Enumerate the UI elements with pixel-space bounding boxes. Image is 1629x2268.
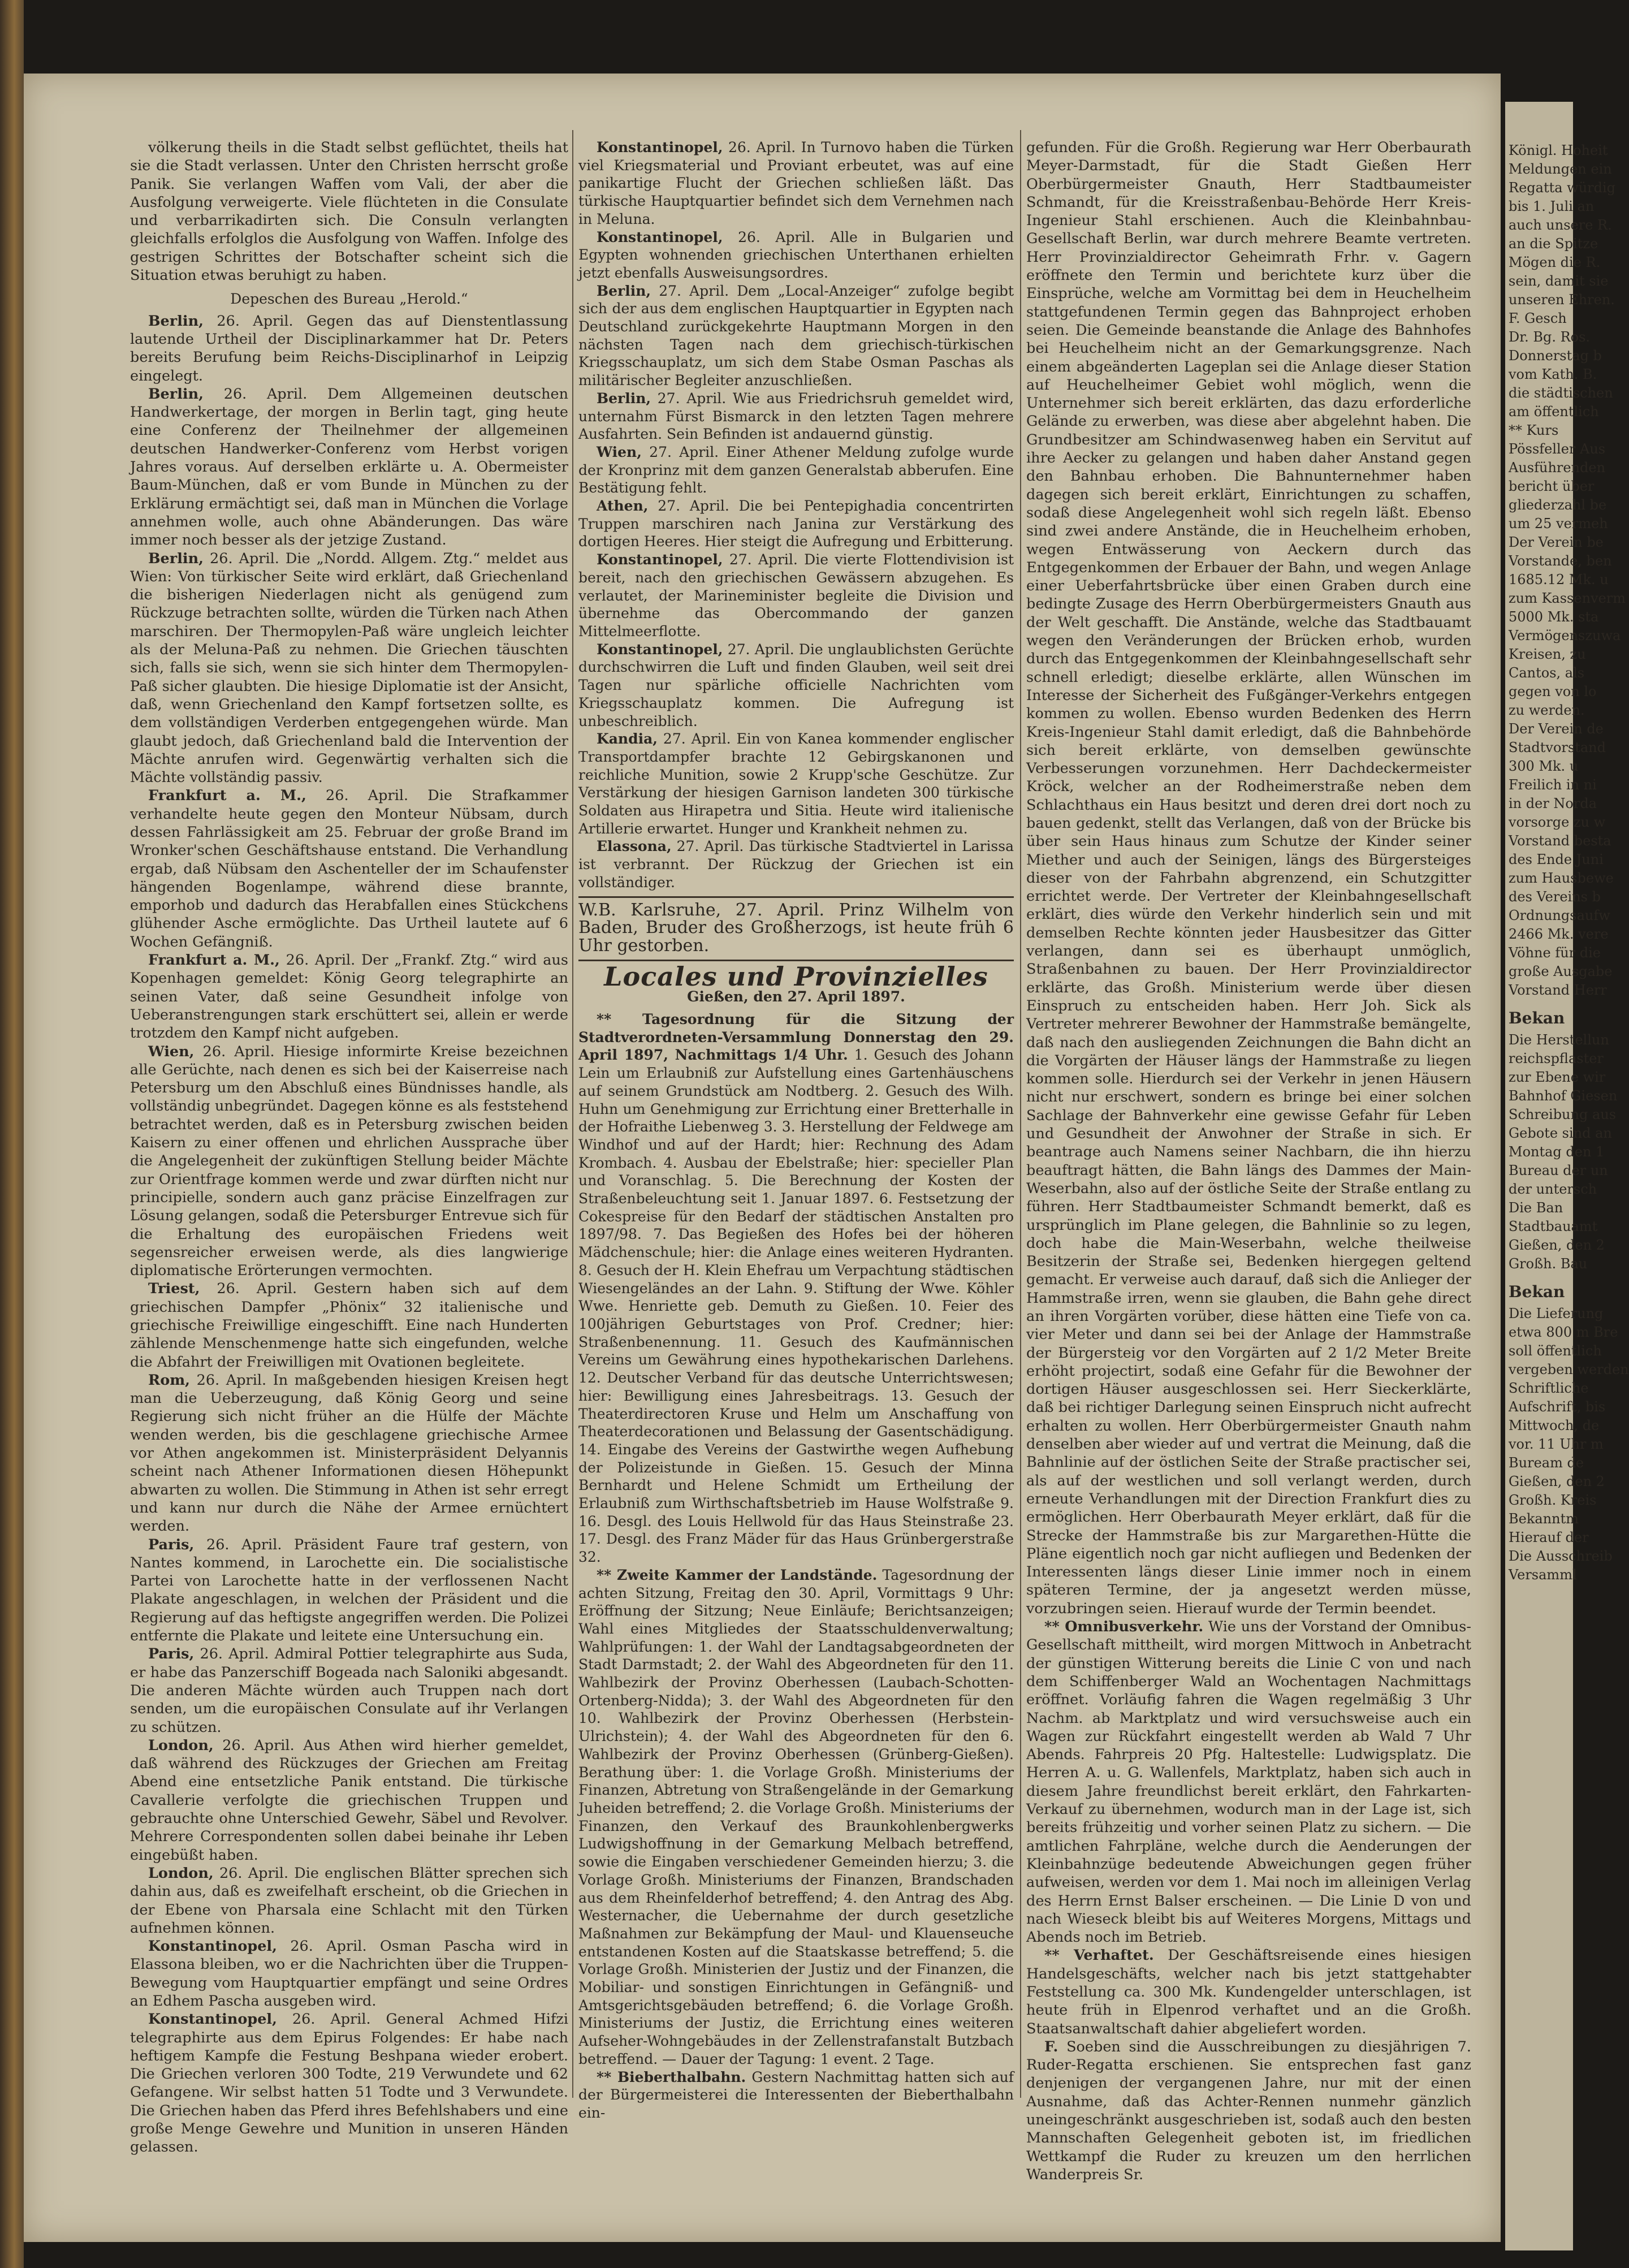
dispatch-text: 26. April. Hiesige informirte Kreise bezeichnen alle Gerüchte, nach denen es sich bei der Kaiserreise nach Petersburg um den Abschluß eines Bündnisses handle, als vollständig unbegründet. Dagegen könne es als feststehend betrachtet werden, daß es in Petersburg zwischen beiden Kaisern zu einer offenen und ehrlichen Aussprache über die Angelegenheit der zukünftigen Stellung beider Mächte zur Orientfrage kommen werde und zwar dürften nicht nur principielle, sondern auch ganz präcise Einzelfragen zur Lösung gelangen, sodaß die Petersburger Entrevue sich für die Erhaltung des europäischen Friedens weit segensreicher erweisen werde, als dies langwierige diplomatische Erörterungen vermochten. (130, 1043, 569, 1280)
dispatch-text: 26. April. In maßgebenden hiesigen Kreisen hegt man die Ueberzeugung, daß König Georg und seine Regierung sich nicht früher an die Hülfe der Mächte wenden werden, bis die geschlagene griechische Armee vor Athen angekommen ist. Ministerpräsident Delyannis scheint nach Athener Informationen diesen Höhepunkt abwarten zu wollen. Die Stimmung in Athen ist sehr erregt und kann nur durch die Nähe der Armee ernüchtert werden. (130, 1371, 568, 1535)
fragment-line: Dr. Bg. Ros. (1509, 329, 1591, 345)
local-item (1026, 2038, 1471, 2184)
dispatch-place: Berlin, (148, 385, 204, 403)
article-continuation: gefunden. Für die Großh. Regierung war Herr Oberbaurath Meyer-Darmstadt, für die Stadt Gießen Herr Oberbürgermeister Gnauth, Herr Stadtbaumeister Schmandt, für die Kreisstraßenbau-Behörde Herr Kreis-Ingenieur Stahl erschienen. Auch die Kleinbahnbau-Gesellschaft Berlin, war durch mehrere Beamte vertreten. Herr Provinzialdirector Geheimrath Frhr. v. Gagern eröffnete den Termin und berichtete kurz über die Einsprüche, welche am Vormittag bei dem in Heuchelheim stattgefundenen Termin gegen das Bahnproject erhoben seien. Die Gemeinde beanstande die Anlage des Bahnhofes bei Heuchelheim nicht an der Gemarkungsgrenze. Nach einem abgeänderten Lageplan sei die Anlage dieser Station auf Heuchelheimer Gebiet wohl möglich, wenn die Unternehmer sich bereit erklärten, das dazu erforderliche Gelände zu erwerben, was diese aber abgelehnt haben. Die Grundbesitzer am Schindwasenweg haben ein Servitut auf ihre Aecker zu gelangen und haben daher Anstand gegen den Bahnbau erhoben. Die Bahnunternehmer haben dagegen sich bereit erklärt, Einrichtungen zu schaffen, sodaß diese Angelegenheit wohl sich regeln läßt. Ebenso sind zwei andere Anstände, die in Heuchelheim erhoben, wegen Entwässerung von Aeckern durch das Entgegenkommen der Erbauer der Bahn, und wegen Anlage einer Ueberfahrtsbrücke über einen Graben durch eine bedingte Zusage des Herrn Oberbürgermeisters Gnauth aus der Welt geschafft. Die Anstände, welche das Stadtbauamt wegen den Veränderungen der Brücken erhob, wurden durch das Entgegenkommen der Kleinbahngesellschaft sehr schnell erledigt; dieselbe erklärte, allen Wünschen im Interesse der Sicherheit des Fußgänger-Verkehrs entgegen kommen zu wollen. Ebenso wurden Bedenken des Herrn Kreis-Ingenieur Stahl damit erledigt, daß die Bahnbehörde sich bereit erklärte, von demselben gewünschte Verbesserungen vorzunehmen. Herr Dachdeckermeister Kröck, welcher an der Rodheimerstraße neben dem Schlachthaus ein Haus besitzt und deren drei dort noch zu bauen gedenkt, stellt das Verlangen, daß von der Brücke bis über sein Haus hinaus zum Schutze der Kinder seiner Miether und auch der Seinigen, längs des Bürgersteiges dieser von der Fahrbahn abgrenzend, ein Schutzgitter errichtet werde. Der Vertreter der Kleinbahngesellschaft erklärt, dies würde den Verkehr hinderlich sein und mit demselben Rechte könnten jeder Hausbesitzer das Gitter verlangen, dann sei es überhaupt unmöglich, Straßenbahnen zu bauen. Der Herr Provinzialdirector erklärte, das Großh. Ministerium werde über diesen Einspruch zu entscheiden haben. Herr Joh. Sick als Vertreter mehrerer Bewohner der Hammstraße bemängelte, daß nach den ausliegenden Zeichnungen die Bahn dicht an die Vorgärten der Häuser längs der Hammstraße zu liegen kommen solle. Hierdurch sei der Verkehr in jenen Häusern nicht nur erschwert, sondern es bringe bei einer solchen Sachlage der Bahnverkehr eine gewisse Gefahr für Leben und Gesundheit der Anwohner der Straße in sich. Er beantrage auch Namens seiner Nachbarn, die ihn hierzu beauftragt hätten, die Bahn längs des Dammes der Main-Weserbahn, also auf der östliche Seite der Straße entlang zu führen. Herr Stadtbaumeister Schmandt bemerkt, daß es ursprünglich im Plane gelegen, die Bahnlinie so zu legen, doch habe die Main-Weserbahn, welche theilweise Besitzerin der Straße sei, Bedenken hiergegen geltend gemacht. Er verweise auch darauf, daß sich die Anlieger der Hammstraße irren, wenn sie glauben, die Bahn gehe direct an ihren Vorgärten vorüber, diese hätten eine Tiefe von ca. vier Meter und dann sei bei der Anlage der Hammstraße der Bürgersteig vor den Vorgärten auf 2 1/2 Meter Breite erhöht projectirt, sodaß eine Gefahr für die Bewohner der dortigen Häuser ausgeschlossen sei. Herr Sieckerklärte, daß bei richtiger Darlegung seinen Einspruch nicht aufrecht erhalten zu wollen. Herr Oberbürgermeister Gnauth nahm denselben aber wieder auf und vertrat die Meinung, daß die Bahnlinie auf der östlichen Seite der Straße practischer sei, als auf der westlichen und soll verlangt werden, durch erneute Verhandlungen mit der Direction Frankfurt dies zu ermöglichen. Herr Oberbaurath Meyer erklärt, daß für die Strecke der Hammstraße bis zur Margarethen-Hütte die Pläne eigentlich noch gar nicht aufliegen und Bedenken der Interessenten längs dieser Linie immer noch in einem späteren Termine, der ja angesetzt werden müsse, vorzubringen seien. Hierauf wurde der Termin beendet. (1026, 139, 1471, 1617)
dispatch-place: Frankfurt a. M., (148, 952, 280, 969)
local-item-heading: ** Verhaftet. (1044, 1947, 1154, 1964)
fragment-line: unseren Ehren. (1509, 292, 1615, 308)
fragment-line: sein, damit sie (1509, 273, 1609, 289)
column-3 (1026, 139, 1471, 2184)
dispatch-item (578, 139, 1014, 228)
dateline: Gießen, den 27. April 1897. (687, 988, 905, 1005)
dispatch-text: 27. April. Einer Athener Meldung zufolge wurde der Kronprinz mit dem ganzen Generalstab abberufen. Eine Bestätigung fehlt. (578, 443, 1014, 496)
dispatch-text: 26. April. Die Strafkammer verhandelte heute gegen den Monteur Nübsam, durch dessen Fahrlässigkeit am 25. Februar der große Brand im Wronker'schen Geschäftshause entstand. Die Verhandlung ergab, daß Nübsam den Aschenteller der im Schaufenster hängenden Bogenlampe, während diese brannte, emporhob und dadurch das Herabfallen eines Stückchens glühender Asche ermöglichte. Das Urtheil lautete auf 6 Wochen Gefängniß. (130, 787, 569, 951)
fragment-line: bis 1. Juli an (1509, 198, 1595, 214)
fragment-line: Aufschrift, bis (1509, 1399, 1606, 1415)
dispatch-item (578, 228, 1014, 282)
fragment-line: gliederzahl be (1509, 497, 1607, 513)
dispatch-item (130, 550, 568, 787)
fragment-line: Meldungen ein (1509, 161, 1612, 177)
fragment-line: Die Ausschreib (1509, 1548, 1613, 1564)
dispatch-text: 26. April. Dem Allgemeinen deutschen Handwerkertage, der morgen in Berlin tagt, ging heute eine Conferenz der Theilnehmer der allgemeinen deutschen Handwerker-Conferenz vom Herbst vorigen Jahres voraus. Auf derselben erklärte u. A. Obermeister Baum-München, daß er vom Bunde in München zu der Erklärung ermächtigt sei, daß man in München die Vorlage annehmen wolle, auch ohne Abänderungen. Das wäre immer noch besser als der jetzige Zustand. (130, 385, 568, 549)
dispatch-text: 26. April. Osman Pascha wird in Elassona bleiben, wo er die Nachrichten über die Truppen-Bewegung vom Hauptquartier empfängt und seine Ordres an Edhem Pascha ausgeben wird. (130, 1938, 568, 2010)
fragment-line: Schreibung aus (1509, 1107, 1617, 1122)
column-rule (572, 130, 573, 2098)
fragment-line: Großh. Bau (1509, 1256, 1588, 1272)
fragment-line: die städtischen (1509, 385, 1613, 401)
dispatch-item (130, 312, 568, 385)
fragment-line: vor. 11 Uhr m (1509, 1436, 1604, 1452)
dispatch-item (578, 551, 1014, 641)
dispatch-item (578, 837, 1014, 891)
fragment-line: Kreisen, zu (1509, 646, 1586, 662)
dispatch-place: Frankfurt a. M., (148, 787, 306, 805)
fragment-heading: Bekan (1509, 1282, 1565, 1301)
fragment-line: Die Lieferung (1509, 1306, 1604, 1321)
local-item (578, 2068, 1014, 2122)
adjacent-page-text (1509, 141, 1629, 1584)
dispatch-place: Paris, (148, 1645, 195, 1663)
book-binding-edge (0, 0, 24, 2268)
local-item-text: 1. Gesuch des Johann Lein um Erlaubniß zur Aufstellung eines Gartenhäuschens auf seinem Grundstück am Nodtberg. 2. Gesuch des Wilh. Huhn um Genehmigung zur Errichtung einer Bretterhalle in der Hofraithe Liebenweg 3. 3. Herstellung der Feldwege am Windhof und auf der Hardt; hier: Rechnung des Adam Krombach. 4. Ausbau der Ebelstraße; hier: specieller Plan und Voranschlag. 5. Die Berechnung der Kosten der Straßenbeleuchtung seit 1. Januar 1897. 6. Festsetzung der Cokespreise für den Bedarf der städtischen Anstalten pro 1897/98. 7. Das Begießen des Hofes bei der höheren Mädchenschule; hier: die Anlage eines weiteren Hydranten. 8. Gesuch der H. Klein Ehefrau um Verpachtung städtischen Wiesengeländes an der Lahn. 9. Stiftung der Wwe. Köhler Wwe. Henriette geb. Demuth zu Gießen. 10. Feier des 100jährigen Geburtstages von Prof. Credner; hier: Straßenbenennung. 11. Gesuch des Kaufmännischen Vereins um Gewährung eines hypothekarischen Darlehens. 12. Deutscher Verband für das deutsche Unterrichtswesen; hier: Bewilligung eines Jahresbeitrags. 13. Gesuch der Theaterdirectoren Kruse und Helm um Anschaffung von Theaterdecorationen und Belassung der Gasentschädigung. 14. Eingabe des Vereins der Gastwirthe wegen Aufhebung der Polizeistunde in Gießen. 15. Gesuch der Minna Bernhardt und Helene Schmidt um Ertheilung der Erlaubniß zum Wirthschaftsbetrieb im Hause Wolfstraße 9. 16. Desgl. des Louis Hellwold für das Haus Steinstraße 23. 17. Desgl. des Franz Mäder für das Haus Grünbergerstraße 32. (578, 1047, 1014, 1566)
dispatch-item (130, 1536, 568, 1645)
fragment-line: Vorstand Herr (1509, 982, 1607, 998)
dispatch-text: 26. April. In Turnovo haben die Türken viel Kriegsmaterial und Proviant erbeutet, was auf eine panikartige Flucht der Griechen schließen läßt. Das türkische Hauptquartier befindet sich dem Vernehmen nach in Meluna. (578, 139, 1014, 227)
fragment-line: Gießen, den 2 (1509, 1474, 1605, 1489)
fragment-line: vergeben werden (1509, 1362, 1629, 1377)
fragment-line: auch unsere R. (1509, 217, 1612, 233)
fragment-line: Regatta würdig (1509, 180, 1616, 196)
dispatch-place: Triest, (148, 1280, 200, 1298)
article-continuation: völkerung theils in die Stadt selbst geflüchtet, theils hat sie die Stadt verlassen. Unter den Christen herrscht große Panik. Sie verlangen Waffen vom Vali, der aber die Ausfolgung verweigerte. Viele flüchteten in die Consulate und verbarrikadirten sich. Die Consuln verlangten gleichfalls erfolglos die Ausfolgung von Waffen. Infolge des gestrigen Schrittes der Botschafter scheint sich die Situation etwas beruhigt zu haben. (130, 139, 568, 284)
local-item-text: Gestern Nachmittag hatten sich auf der Bürgermeisterei die Interessenten der Bieberthalbahn ein- (578, 2068, 1014, 2121)
dispatch-text: 27. April. Wie aus Friedrichsruh gemeldet wird, unternahm Fürst Bismarck in den letzten Tagen mehrere Ausfahrten. Sein Befinden ist andauernd günstig. (578, 390, 1014, 443)
fragment-line: Vermögenszuwa (1509, 628, 1621, 643)
local-item-heading: ** Omnibusverkehr. (1044, 1618, 1204, 1636)
dispatch-item (130, 1043, 568, 1280)
fragment-line: Die Ban (1509, 1200, 1563, 1216)
dispatch-place: Paris, (148, 1536, 195, 1553)
fragment-block (1509, 1031, 1618, 1273)
dispatch-place: London, (148, 1864, 214, 1882)
dispatch-text: 27. April. Dem „Local-Anzeiger“ zufolge begibt sich der aus dem englischen Hauptquartier in Egypten nach Deutschland zurückgekehrte Hauptmann Morgen in den nächsten Tagen nach dem griechisch-türkischen Kriegsschauplatz, um sich dem Stabe Osman Paschas als militärischer Begleiter anzuschließen. (578, 282, 1014, 389)
dispatch-place: Berlin, (148, 550, 204, 567)
dispatch-place: Wien, (148, 1043, 195, 1060)
dispatch-place: Berlin, (597, 390, 651, 407)
fragment-line: Der Verein de (1509, 721, 1604, 737)
fragment-block (1509, 1304, 1629, 1584)
dispatch-item (130, 1736, 568, 1864)
dispatch-item (130, 787, 568, 951)
dispatch-place: Elassona, (597, 838, 672, 855)
dispatch-text: 26. April. Gestern haben sich auf dem griechischen Dampfer „Phönix“ 32 italienische und griechische Freiwillige eingeschifft. Eine nach Hunderten zählende Menschenmenge hatte sich eingefunden, welche die Abfahrt der Freiwilligen mit Ovationen begleitete. (130, 1280, 568, 1371)
fragment-line: der untersch (1509, 1181, 1597, 1197)
dispatch-text: 27. April. Ein von Kanea kommender englischer Transportdampfer brachte 12 Gebirgskanonen und reichliche Munition, sowie 2 Krupp'sche Geschütze. Zur Verstärkung der hiesigen Garnison landeten 300 türkische Soldaten aus Hirapetra und Sitia. Heute wird italienische Artillerie erwartet. Hunger und Krankheit nehmen zu. (578, 731, 1014, 837)
depeschen-heading: Depeschen des Bureau „Herold.“ (230, 291, 468, 308)
dispatch-place: Kandia, (597, 731, 658, 748)
dispatch-item (130, 1645, 568, 1736)
dispatch-text: 26. April. Die „Nordd. Allgem. Ztg.“ meldet aus Wien: Von türkischer Seite wird erklärt, daß Griechenland die bisherigen Niederlagen nicht als genügend zum Rückzuge betrachten sollte, würden die Türken nach Athen marschiren. Der Thermopylen-Paß wäre ungleich leichter als der Meluna-Paß zu nehmen. Die Griechen täuschten sich, falls sie sich, wenn sie sich hinter dem Thermopylen-Paß sicher glaubten. Die hiesige Diplomatie ist der Ansicht, daß, wenn Griechenland den Kampf fortsetzen sollte, es dem vollständigen Verderben entgegengehen würde. Man glaubt jedoch, daß Griechenland bald die Intervention der Mächte anrufen wird. Gegenwärtig verhalten sich die Mächte vollständig passiv. (130, 550, 569, 787)
fragment-line: um 25 vermeh (1509, 516, 1608, 532)
dispatch-place: Wien, (597, 443, 642, 460)
local-item (1026, 1618, 1471, 1946)
fragment-line: Gebote sind an (1509, 1125, 1612, 1141)
dispatch-text: 26. April. Die englischen Blätter sprechen sich dahin aus, daß es zweifelhaft erscheint, ob die Griechen in der Ebene von Pharsala eine Schlacht mit den Türken aufnehmen können. (130, 1864, 569, 1937)
fragment-line: 2466 Mk. vere (1509, 926, 1609, 942)
fragment-line: Mögen die R. (1509, 254, 1601, 270)
dispatch-place: Konstantinopel, (148, 1938, 277, 1955)
local-item (578, 1566, 1014, 2068)
dispatch-place: Berlin, (148, 312, 204, 330)
dispatch-text: 26. April. Aus Athen wird hierher gemeldet, daß während des Rückzuges der Griechen am Freitag Abend eine entsetzliche Panik entstand. Die türkische Cavallerie verfolgte die griechischen Truppen und gebrauchte ohne Unterschied Gewehr, Säbel und Revolver. Mehrere Correspondenten sollen dabei beinahe ihr Leben eingebüßt haben. (130, 1736, 569, 1864)
fragment-line: Schriftliche (1509, 1380, 1589, 1396)
fragment-line: Vöhne für die (1509, 945, 1601, 961)
fragment-line: des Vereins b (1509, 889, 1601, 905)
fragment-line: zu werden. (1509, 702, 1585, 718)
fragment-line: zum Hausbewe (1509, 870, 1614, 886)
fragment-heading: Bekan (1509, 1009, 1565, 1027)
dispatch-place: Rom, (148, 1371, 191, 1389)
fragment-line: des Ende Juni (1509, 852, 1604, 867)
fragment-line: Versamml (1509, 1567, 1577, 1583)
dispatch-text: 26. April. Der „Frankf. Ztg.“ wird aus Kopenhagen gemeldet: König Georg telegraphirte an seinen Vater, daß seine Gesundheit infolge von Ueberanstrengungen stark erschüttert sei, allein er werde trotzdem den Kampf nicht aufgeben. (130, 952, 568, 1042)
fragment-line: Cantos, als (1509, 665, 1585, 681)
fragment-line: soll öffentlich (1509, 1343, 1602, 1359)
local-item-heading: ** Bieberthalbahn. (597, 2068, 746, 2085)
fragment-line: Bahnhof Giesen (1509, 1088, 1618, 1104)
dispatch-text: 26. April. Präsident Faure traf gestern, von Nantes kommend, in Larochette ein. Die socialistische Partei von Larochette hatte in der verflossenen Nacht Plakate angeschlagen, in welchen der Präsident und die Regierung auf das heftigste angegriffen werden. Die Polizei entfernte die Plakate und leitete eine Untersuchung ein. (130, 1536, 568, 1645)
dispatch-item (130, 385, 568, 550)
fragment-line: gegen von lo (1509, 684, 1597, 699)
fragment-line: Stadtbauamt (1509, 1219, 1598, 1234)
dispatch-place: Konstantinopel, (597, 139, 723, 155)
fragment-line: an die Spitze (1509, 236, 1598, 252)
dispatch-item (578, 282, 1014, 390)
fragment-line: Vorstande, ben (1509, 553, 1612, 569)
local-item-heading: F. (1044, 2038, 1058, 2055)
dispatch-list (578, 139, 1014, 892)
death-notice: W.B. Karlsruhe, 27. April. Prinz Wilhelm von Baden, Bruder des Großherzogs, ist heute früh 6 Uhr gestorben. (578, 900, 1014, 956)
fragment-line: in der Norda (1509, 796, 1597, 811)
fragment-line: 1685.12 Mk. u (1509, 572, 1609, 587)
dispatch-place: London, (148, 1736, 214, 1754)
fragment-line: Stadtvorstand (1509, 740, 1606, 755)
fragment-line: Bekanntm (1509, 1511, 1579, 1527)
dispatch-text: 26. April. General Achmed Hifzi telegraphirte aus dem Epirus Folgendes: Er habe nach heftigem Kampfe die Festung Beshpana wieder erobert. Die Griechen verloren 300 Todte, 219 Verwundete und 62 Gefangene. Wir selbst hatten 51 Todte und 3 Verwundete. Die Griechen haben das Pferd ihres Befehlshabers und eine große Menge Gewehre und Munition in unseren Händen gelassen. (130, 2011, 568, 2156)
fragment-line: zur Ebene wir (1509, 1069, 1606, 1085)
dispatch-place: Athen, (597, 498, 649, 515)
fragment-line: Ordnungsaufw (1509, 908, 1610, 923)
fragment-line: bericht über (1509, 478, 1595, 494)
local-item-heading: ** Tagesordnung für die Sitzung der Stadtverordneten-Versammlung Donnerstag den 29. April 1897, Nachmittags 1/4 Uhr. (578, 1011, 1014, 1064)
dispatch-item (130, 1371, 568, 1536)
column-2 (578, 139, 1014, 2122)
dispatch-list (130, 312, 568, 2157)
dispatch-item (130, 2010, 568, 2156)
fragment-line: Großh. Kreis (1509, 1492, 1597, 1508)
fragment-line: Der Verein be (1509, 534, 1604, 550)
fragment-line: Bureau der un (1509, 1163, 1608, 1178)
dispatch-item (130, 1280, 568, 1371)
dispatch-text: 27. April. Das türkische Stadtviertel in Larissa ist verbrannt. Der Rückzug der Griechen ist ein vollständiger. (578, 838, 1014, 891)
fragment-line: Mittwoch, de (1509, 1418, 1600, 1433)
fragment-line: Donnerstag b (1509, 348, 1602, 364)
fragment-line: Die Herstellun (1509, 1032, 1609, 1048)
local-item-text: Tagesordnung der achten Sitzung, Freitag den 30. April, Vormittags 9 Uhr: Eröffnung der Sitzung; Neue Einläufe; Berichtsanzeigen; Wahl eines Mitgliedes der Staatsschuldenverwaltung; Wahlprüfungen: 1. der Wahl der Landtagsabgeordneten der Stadt Darmstadt; 2. der Wahl des Abgeordneten für den 11. Wahlbezirk der Provinz Oberhessen (Laubach-Schotten-Ortenberg-Nidda); 3. der Wahl des Abgeordneten für den 10. Wahlbezirk der Provinz Oberhessen (Herbstein-Ulrichstein); 4. der Wahl des Abgeordneten für den 6. Wahlbezirk der Provinz Oberhessen (Grünberg-Gießen). Berathung über: 1. die Vorlage Großh. Ministeriums der Finanzen, Abtretung von Straßengelände in der Gemarkung Juheiden betreffend; 2. die Vorlage Großh. Ministeriums der Finanzen, den Verkauf des Braunkohlenbergwerks Ludwigshoffnung in der Gemarkung Melbach betreffend, sowie die Eingaben verschiedener Gemeinden hierzu; 3. die Vorlage Großh. Ministeriums der Finanzen, Brandschaden aus dem Rheinfelderhof betreffend; 4. den Antrag des Abg. Westernacher, die Uebernahme der durch gesetzliche Maßnahmen zur Bekämpfung der Maul- und Klauenseuche entstandenen Kosten auf die Staatskasse betreffend; 5. die Vorlage Großh. Ministerien der Justiz und der Finanzen, die Mobiliar- und sonstigen Einrichtungen in Gefängniß- und Amtsgerichtsgebäuden betreffend; 6. die Vorlage Großh. Ministeriums der Justiz, die Errichtung eines weiteren Aufseher-Wohngebäudes in der Zellenstrafanstalt Butzbach betreffend. — Dauer der Tagung: 1 event. 2 Tage. (578, 1566, 1014, 2067)
dispatch-item (130, 1937, 568, 2010)
dispatch-item (130, 1864, 568, 1937)
fragment-line: Buream de (1509, 1455, 1584, 1471)
fragment-line: große Ausgabe (1509, 964, 1613, 979)
section-title: Locales und Provinzielles (604, 961, 988, 992)
fragment-line: etwa 800 m Bre (1509, 1324, 1618, 1340)
local-item-heading: ** Zweite Kammer der Landstände. (597, 1566, 878, 1583)
dispatch-text: 26. April. Admiral Pottier telegraphirte aus Suda, er habe das Panzerschiff Bogeada nach Saloniki abgesandt. Die anderen Mächte würden auch Truppen nach dort senden, um die europäischen Consulate auf ihr Verlangen zu schützen. (130, 1645, 569, 1736)
fragment-line: Gießen, den 2 (1509, 1237, 1605, 1253)
fragment-line: Freilich in ni (1509, 777, 1597, 793)
dispatch-place: Konstantinopel, (148, 2011, 277, 2028)
dispatch-item (578, 641, 1014, 731)
local-item-text: Wie uns der Vorstand der Omnibus-Gesellschaft mittheilt, wird morgen Mittwoch in Anbetracht der günstigen Witterung bereits die Linie C von und nach dem Schiffenberger Wald an Wochentagen Nachmittags eröffnet. Vorläufig fahren die Wagen regelmäßig 3 Uhr Nachm. ab Marktplatz und wird versuchsweise auch ein Wagen zur Rückfahrt eingestellt werden ab Wald 7 Uhr Abends. Fahrpreis 20 Pfg. Haltestelle: Ludwigsplatz. Die Herren A. u. G. Wallenfels, Marktplatz, haben sich auch in diesem Jahre freundlichst bereit erklärt, den Fahrkarten-Verkauf zu übernehmen, wodurch man in der Lage ist, sich bereits frühzeitig und vorher seinen Platz zu sichern. — Die amtlichen Fahrpläne, welche durch die Aenderungen der Kleinbahnzüge bedeutende Abweichungen gegen früher aufweisen, werden vor dem 1. Mai noch im alleinigen Verlag des Herrn Ernst Balser erscheinen. — Die Linie D von und nach Wieseck bleibt bis auf Weiteres Morgens, Mittags und Abends noch im Betrieb. (1026, 1618, 1471, 1946)
fragment-line: am öffentlich (1509, 404, 1599, 420)
dispatch-text: 27. April. Die bei Pentepighadia concentrirten Truppen marschiren nach Janina zur Verstärkung des dortigen Heeres. Hier steigt die Aufregung und Erbitterung. (578, 498, 1014, 550)
fragment-line: zum Kassenverm (1509, 590, 1626, 606)
local-item (1026, 1946, 1471, 2037)
fragment-block (1509, 141, 1626, 1000)
dispatch-item (578, 443, 1014, 497)
dispatch-text: 26. April. Alle in Bulgarien und Egypten wohnenden griechischen Unterthanen erhielten jetzt ebenfalls Ausweisungsordres. (578, 228, 1014, 281)
local-item-text: Der Geschäftsreisende eines hiesigen Handelsgeschäfts, welcher nach bis jetzt stattgehabter Feststellung ca. 300 Mk. Kundengelder unterschlagen, ist heute früh in Elpenrod verhaftet und an die Großh. Staatsanwaltschaft dahier abgeliefert worden. (1026, 1947, 1472, 2037)
dispatch-place: Berlin, (597, 282, 651, 299)
dispatch-text: 27. April. Die vierte Flottendivision ist bereit, nach den griechischen Gewässern abzugehen. Es verlautet, der Marineminister begleite die Division und übernehme das Obercommando der ganzen Mittelmeerflotte. (578, 551, 1014, 640)
fragment-line: 300 Mk. u (1509, 758, 1579, 774)
fragment-line: Ausführenden (1509, 460, 1606, 476)
fragment-line: Vorstand besta (1509, 833, 1611, 849)
fragment-line: Königl. Hoheit (1509, 142, 1608, 158)
local-item-text: Soeben sind die Ausschreibungen zu diesjährigen 7. Ruder-Regatta erschienen. Sie entsprechen fast ganz denjenigen der vergangenen Jahre, nur mit der einen Ausnahme, daß das Achter-Rennen nunmehr gänzlich uneingeschränkt ausgeschrieben ist, sodaß auch den besten Mannschaften Gelegenheit geboten ist, im friedlichen Wettkampf die Ruder zu kreuzen um den herrlichen Wanderpreis Sr. (1026, 2038, 1471, 2183)
fragment-line: Hierauf der (1509, 1530, 1589, 1545)
divider (578, 896, 1014, 898)
local-item (578, 1010, 1014, 1566)
dispatch-item (130, 951, 568, 1042)
dispatch-text: 26. April. Gegen das auf Dienstentlassung lautende Urtheil der Disciplinarkammer hat Dr. Peters bereits Berufung beim Reichs-Disciplinarhof in Leipzig eingelegt. (130, 312, 569, 385)
fragment-line: Montag den 1 (1509, 1144, 1605, 1160)
dispatch-item (578, 730, 1014, 837)
dispatch-place: Konstantinopel, (597, 228, 723, 245)
fragment-line: Pössfeller Aus (1509, 441, 1606, 457)
dispatch-item (578, 497, 1014, 551)
fragment-line: ** Kurs (1509, 422, 1559, 438)
dispatch-place: Konstantinopel, (597, 551, 723, 568)
column-rule (1020, 130, 1021, 2098)
fragment-line: vorsorge zu w (1509, 814, 1606, 830)
fragment-line: F. Gesch (1509, 310, 1567, 326)
fragment-line: reichspflaster (1509, 1051, 1604, 1066)
column-1 (130, 139, 568, 2157)
dispatch-item (578, 390, 1014, 443)
dispatch-place: Konstantinopel, (597, 641, 723, 658)
dispatch-text: 27. April. Die unglaublichsten Gerüchte durchschwirren die Luft und finden Glauben, weil seit drei Tagen nur spärliche officielle Nachrichten vom Kriegsschauplatz kommen. Die Aufregung ist unbeschreiblich. (578, 641, 1014, 729)
fragment-line: 5000 Mk. sta (1509, 609, 1599, 625)
fragment-line: vom Kath. B. (1509, 366, 1597, 382)
